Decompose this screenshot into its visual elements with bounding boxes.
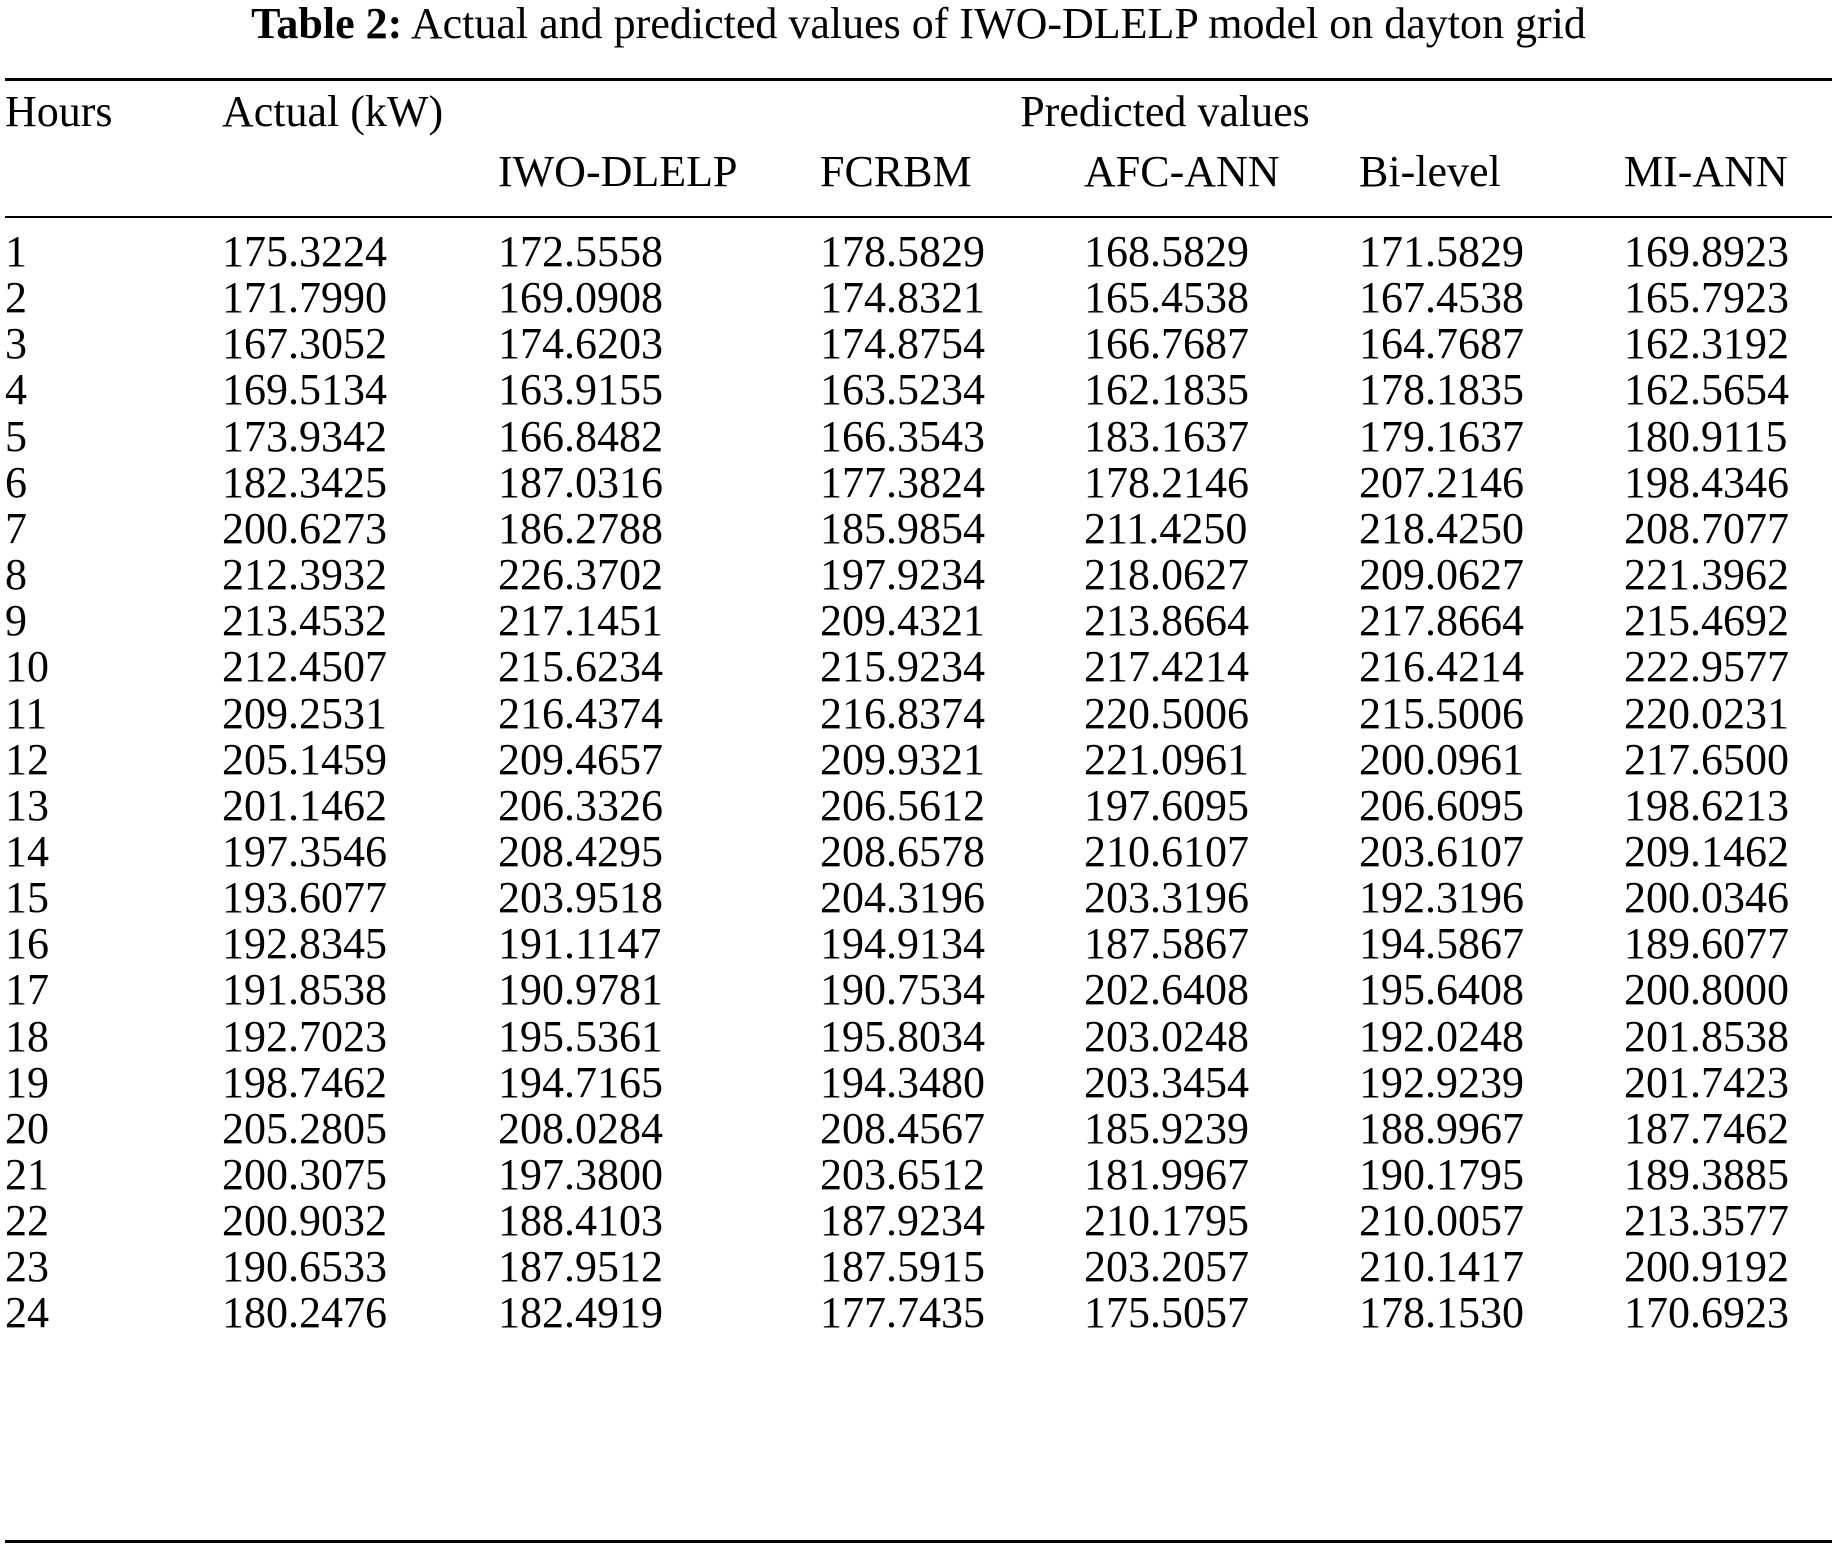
cell-iwo-dlelp: 187.0316 (498, 457, 663, 507)
bottom-rule (5, 1540, 1832, 1543)
cell-afc-ann: 187.5867 (1084, 919, 1249, 969)
cell-afc-ann: 203.3454 (1084, 1057, 1249, 1107)
cell-afc-ann: 185.9239 (1084, 1103, 1249, 1153)
cell-mi-ann: 169.8923 (1624, 227, 1789, 276)
cell-iwo-dlelp: 169.0908 (498, 273, 663, 323)
cell-hours: 13 (5, 780, 49, 830)
cell-actual: 212.4507 (222, 642, 387, 692)
cell-iwo-dlelp: 206.3326 (498, 780, 663, 830)
cell-bi-level: 200.0961 (1359, 734, 1524, 784)
cell-fcrbm: 197.9234 (820, 550, 985, 600)
cell-actual: 198.7462 (222, 1057, 387, 1107)
cell-fcrbm: 178.5829 (820, 227, 985, 276)
cell-bi-level: 179.1637 (1359, 411, 1524, 461)
cell-afc-ann: 203.2057 (1084, 1242, 1249, 1292)
cell-iwo-dlelp: 186.2788 (498, 503, 663, 553)
cell-actual: 169.5134 (222, 365, 387, 415)
cell-bi-level: 188.9967 (1359, 1103, 1524, 1153)
cell-mi-ann: 208.7077 (1624, 503, 1789, 553)
cell-actual: 200.3075 (222, 1150, 387, 1199)
cell-mi-ann: 221.3962 (1624, 550, 1789, 600)
cell-hours: 23 (5, 1242, 49, 1292)
cell-bi-level: 192.3196 (1359, 873, 1524, 923)
cell-hours: 1 (5, 227, 27, 276)
cell-fcrbm: 174.8754 (820, 319, 985, 369)
cell-bi-level: 216.4214 (1359, 642, 1524, 692)
cell-fcrbm: 187.5915 (820, 1242, 985, 1292)
cell-hours: 8 (5, 550, 27, 600)
cell-actual: 190.6533 (222, 1242, 387, 1292)
cell-actual: 212.3932 (222, 550, 387, 600)
cell-iwo-dlelp: 182.4919 (498, 1288, 663, 1338)
cell-mi-ann: 198.4346 (1624, 457, 1789, 507)
cell-afc-ann: 218.0627 (1084, 550, 1249, 600)
header-mi-ann: MI-ANN (1624, 147, 1788, 196)
cell-bi-level: 206.6095 (1359, 780, 1524, 830)
cell-fcrbm: 177.3824 (820, 457, 985, 507)
cell-actual: 192.7023 (222, 1011, 387, 1061)
cell-fcrbm: 190.7534 (820, 965, 985, 1015)
cell-actual: 173.9342 (222, 411, 387, 461)
cell-hours: 11 (5, 688, 48, 738)
table-label: Table 2: (251, 0, 403, 48)
cell-mi-ann: 220.0231 (1624, 688, 1789, 738)
cell-mi-ann: 222.9577 (1624, 642, 1789, 692)
cell-actual: 201.1462 (222, 780, 387, 830)
cell-afc-ann: 162.1835 (1084, 365, 1249, 415)
cell-actual: 209.2531 (222, 688, 387, 738)
cell-iwo-dlelp: 209.4657 (498, 734, 663, 784)
cell-mi-ann: 180.9115 (1624, 411, 1788, 461)
cell-mi-ann: 209.1462 (1624, 826, 1789, 876)
cell-afc-ann: 211.4250 (1084, 503, 1248, 553)
cell-bi-level: 217.8664 (1359, 596, 1524, 646)
cell-actual: 193.6077 (222, 873, 387, 923)
header-predicted-values: Predicted values (1020, 87, 1310, 136)
cell-hours: 19 (5, 1057, 49, 1107)
cell-bi-level: 218.4250 (1359, 503, 1524, 553)
cell-bi-level: 203.6107 (1359, 826, 1524, 876)
cell-afc-ann: 166.7687 (1084, 319, 1249, 369)
cell-iwo-dlelp: 174.6203 (498, 319, 663, 369)
cell-bi-level: 194.5867 (1359, 919, 1524, 969)
cell-hours: 21 (5, 1150, 49, 1199)
cell-fcrbm: 208.4567 (820, 1103, 985, 1153)
cell-iwo-dlelp: 226.3702 (498, 550, 663, 600)
cell-hours: 4 (5, 365, 27, 415)
cell-fcrbm: 203.6512 (820, 1150, 985, 1199)
cell-afc-ann: 183.1637 (1084, 411, 1249, 461)
cell-afc-ann: 217.4214 (1084, 642, 1249, 692)
cell-actual: 167.3052 (222, 319, 387, 369)
cell-fcrbm: 187.9234 (820, 1196, 985, 1246)
cell-mi-ann: 162.5654 (1624, 365, 1789, 415)
cell-actual: 180.2476 (222, 1288, 387, 1338)
cell-bi-level: 192.9239 (1359, 1057, 1524, 1107)
cell-hours: 15 (5, 873, 49, 923)
cell-hours: 22 (5, 1196, 49, 1246)
cell-hours: 18 (5, 1011, 49, 1061)
cell-hours: 2 (5, 273, 27, 323)
cell-mi-ann: 215.4692 (1624, 596, 1789, 646)
cell-fcrbm: 185.9854 (820, 503, 985, 553)
cell-bi-level: 210.1417 (1359, 1242, 1524, 1292)
cell-mi-ann: 165.7923 (1624, 273, 1789, 323)
cell-fcrbm: 177.7435 (820, 1288, 985, 1338)
cell-hours: 3 (5, 319, 27, 369)
cell-iwo-dlelp: 215.6234 (498, 642, 663, 692)
cell-afc-ann: 203.0248 (1084, 1011, 1249, 1061)
cell-afc-ann: 175.5057 (1084, 1288, 1249, 1338)
cell-hours: 10 (5, 642, 49, 692)
cell-actual: 200.9032 (222, 1196, 387, 1246)
cell-hours: 20 (5, 1103, 49, 1153)
cell-iwo-dlelp: 187.9512 (498, 1242, 663, 1292)
table-caption (0, 0, 1837, 48)
cell-mi-ann: 201.7423 (1624, 1057, 1789, 1107)
cell-bi-level: 210.0057 (1359, 1196, 1524, 1246)
cell-mi-ann: 162.3192 (1624, 319, 1789, 369)
header-hours: Hours (5, 87, 113, 136)
header-afc-ann: AFC-ANN (1084, 147, 1280, 196)
cell-mi-ann: 200.9192 (1624, 1242, 1789, 1292)
cell-bi-level: 192.0248 (1359, 1011, 1524, 1061)
cell-actual: 205.2805 (222, 1103, 387, 1153)
header-iwo-dlelp: IWO-DLELP (498, 147, 738, 196)
cell-mi-ann: 200.0346 (1624, 873, 1789, 923)
cell-iwo-dlelp: 166.8482 (498, 411, 663, 461)
cell-afc-ann: 178.2146 (1084, 457, 1249, 507)
cell-fcrbm: 209.4321 (820, 596, 985, 646)
cell-hours: 14 (5, 826, 49, 876)
cell-actual: 192.8345 (222, 919, 387, 969)
cell-fcrbm: 163.5234 (820, 365, 985, 415)
table-row (0, 1287, 1837, 1341)
header-bi-level: Bi-level (1359, 147, 1501, 196)
cell-afc-ann: 210.6107 (1084, 826, 1249, 876)
cell-fcrbm: 208.6578 (820, 826, 985, 876)
cell-actual: 191.8538 (222, 965, 387, 1015)
cell-hours: 24 (5, 1288, 49, 1338)
cell-iwo-dlelp: 191.1147 (498, 919, 662, 969)
cell-mi-ann: 170.6923 (1624, 1288, 1789, 1338)
cell-iwo-dlelp: 163.9155 (498, 365, 663, 415)
cell-fcrbm: 194.9134 (820, 919, 985, 969)
cell-iwo-dlelp: 194.7165 (498, 1057, 663, 1107)
cell-fcrbm: 166.3543 (820, 411, 985, 461)
cell-bi-level: 190.1795 (1359, 1150, 1524, 1199)
cell-mi-ann: 189.3885 (1624, 1150, 1789, 1199)
cell-bi-level: 209.0627 (1359, 550, 1524, 600)
cell-fcrbm: 209.9321 (820, 734, 985, 784)
cell-hours: 7 (5, 503, 27, 553)
cell-actual: 175.3224 (222, 227, 387, 276)
cell-actual: 197.3546 (222, 826, 387, 876)
cell-iwo-dlelp: 203.9518 (498, 873, 663, 923)
cell-afc-ann: 203.3196 (1084, 873, 1249, 923)
cell-iwo-dlelp: 190.9781 (498, 965, 663, 1015)
cell-bi-level: 167.4538 (1359, 273, 1524, 323)
cell-bi-level: 178.1530 (1359, 1288, 1524, 1338)
cell-iwo-dlelp: 208.0284 (498, 1103, 663, 1153)
cell-fcrbm: 216.8374 (820, 688, 985, 738)
cell-mi-ann: 200.8000 (1624, 965, 1789, 1015)
cell-iwo-dlelp: 195.5361 (498, 1011, 663, 1061)
header-rule (5, 216, 1832, 218)
cell-iwo-dlelp: 216.4374 (498, 688, 663, 738)
cell-actual: 205.1459 (222, 734, 387, 784)
cell-fcrbm: 195.8034 (820, 1011, 985, 1061)
cell-actual: 213.4532 (222, 596, 387, 646)
cell-mi-ann: 217.6500 (1624, 734, 1789, 784)
cell-hours: 17 (5, 965, 49, 1015)
cell-fcrbm: 174.8321 (820, 273, 985, 323)
cell-iwo-dlelp: 208.4295 (498, 826, 663, 876)
cell-bi-level: 207.2146 (1359, 457, 1524, 507)
header-actual: Actual (kW) (222, 87, 444, 136)
top-rule (5, 78, 1832, 81)
cell-afc-ann: 213.8664 (1084, 596, 1249, 646)
cell-afc-ann: 181.9967 (1084, 1150, 1249, 1199)
cell-hours: 5 (5, 411, 27, 461)
cell-fcrbm: 204.3196 (820, 873, 985, 923)
cell-mi-ann: 187.7462 (1624, 1103, 1789, 1153)
cell-mi-ann: 198.6213 (1624, 780, 1789, 830)
cell-bi-level: 215.5006 (1359, 688, 1524, 738)
cell-bi-level: 164.7687 (1359, 319, 1524, 369)
cell-actual: 182.3425 (222, 457, 387, 507)
cell-iwo-dlelp: 172.5558 (498, 227, 663, 276)
cell-afc-ann: 197.6095 (1084, 780, 1249, 830)
cell-iwo-dlelp: 217.1451 (498, 596, 663, 646)
cell-fcrbm: 194.3480 (820, 1057, 985, 1107)
cell-mi-ann: 213.3577 (1624, 1196, 1789, 1246)
cell-actual: 200.6273 (222, 503, 387, 553)
cell-fcrbm: 206.5612 (820, 780, 985, 830)
cell-iwo-dlelp: 197.3800 (498, 1150, 663, 1199)
cell-afc-ann: 168.5829 (1084, 227, 1249, 276)
cell-afc-ann: 221.0961 (1084, 734, 1249, 784)
cell-hours: 12 (5, 734, 49, 784)
cell-hours: 16 (5, 919, 49, 969)
cell-bi-level: 171.5829 (1359, 227, 1524, 276)
cell-mi-ann: 201.8538 (1624, 1011, 1789, 1061)
cell-iwo-dlelp: 188.4103 (498, 1196, 663, 1246)
cell-mi-ann: 189.6077 (1624, 919, 1789, 969)
cell-bi-level: 178.1835 (1359, 365, 1524, 415)
table-title: Actual and predicted values of IWO-DLELP model on dayton grid (410, 0, 1586, 48)
cell-actual: 171.7990 (222, 273, 387, 323)
cell-hours: 9 (5, 596, 27, 646)
cell-afc-ann: 202.6408 (1084, 965, 1249, 1015)
cell-afc-ann: 165.4538 (1084, 273, 1249, 323)
cell-bi-level: 195.6408 (1359, 965, 1524, 1015)
cell-afc-ann: 220.5006 (1084, 688, 1249, 738)
cell-fcrbm: 215.9234 (820, 642, 985, 692)
cell-afc-ann: 210.1795 (1084, 1196, 1249, 1246)
header-fcrbm: FCRBM (820, 147, 972, 196)
cell-hours: 6 (5, 457, 27, 507)
